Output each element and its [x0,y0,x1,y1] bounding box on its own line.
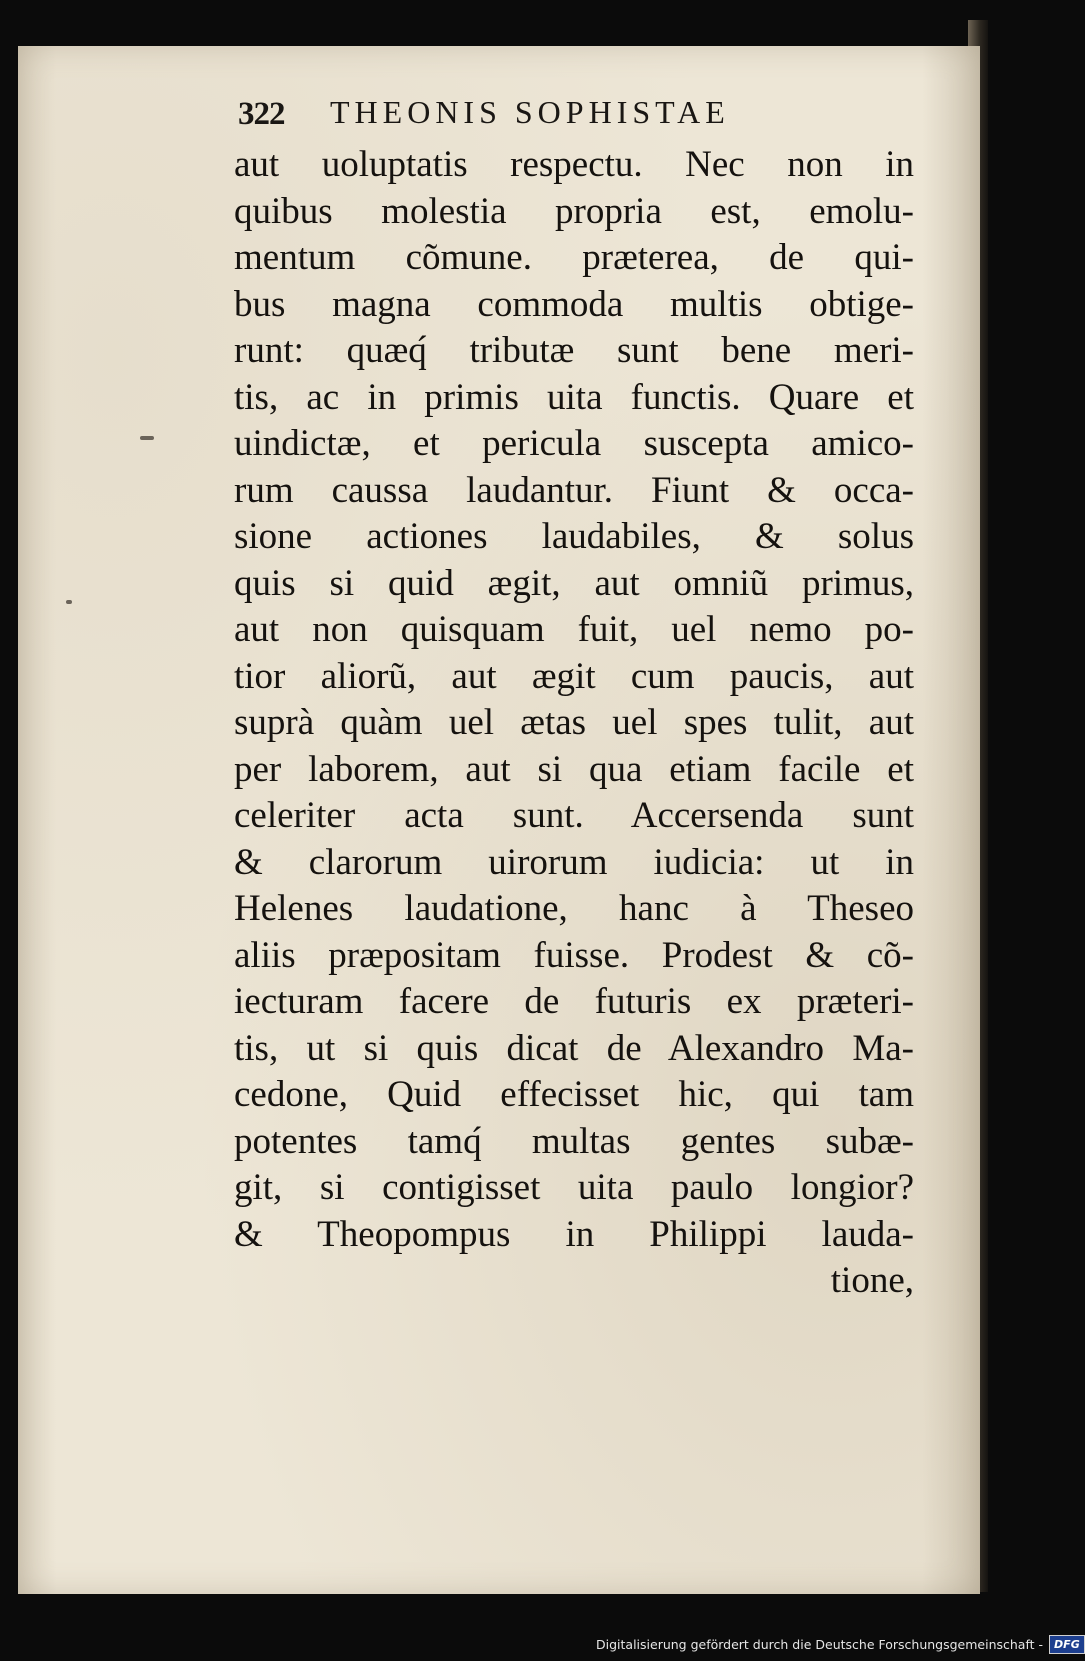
ink-speck [140,436,154,440]
text-line: uindictæ, et pericula suscepta amico- [234,423,914,464]
text-line: iecturam facere de futuris ex præteri- [234,981,914,1022]
ink-speck [66,600,72,604]
catchword-line: tione, [830,1260,914,1301]
text-line: per laborem, aut si qua etiam facile et [234,748,914,790]
text-line: aut uoluptatis respectu. Nec non in [234,144,914,185]
text-line: quibus molestia propria est, emolu- [234,190,914,232]
text-line: rum caussa laudantur. Fiunt & occa- [234,469,914,511]
digitization-footer [596,1632,1085,1656]
page-header [238,94,938,140]
text-line: quis si quid ægit, aut omniũ primus, [234,562,914,604]
text-line: & Theopompus in Philippi lauda- [234,1213,914,1255]
text-line: potentes tamq́ multas gentes subæ- [234,1120,914,1162]
text-line: sione actiones laudabiles, & solus [234,516,914,557]
text-line: aliis præpositam fuisse. Prodest & cõ- [234,934,914,976]
text-line: Helenes laudatione, hanc à Theseo [234,888,914,929]
text-line: git, si contigisset uita paulo longior? [234,1167,914,1208]
text-line: aut non quisquam fuit, uel nemo po- [234,609,914,650]
text-line: & clarorum uirorum iudicia: ut in [234,841,914,883]
text-line: tis, ut si quis dicat de Alexandro Ma- [234,1027,914,1069]
page-number: 322 [238,96,285,132]
dfg-logo: DFG [1049,1635,1085,1654]
footer-credit: Digitalisierung gefördert durch die Deutsche Forschungsgemeinschaft - [596,1636,1044,1652]
text-line: celeriter acta sunt. Accersenda sunt [234,795,914,836]
text-line: tior aliorũ, aut ægit cum paucis, aut [234,655,914,697]
running-title: THEONIS SOPHISTAE [330,94,730,130]
text-line: suprà quàm uel ætas uel spes tulit, aut [234,702,914,743]
text-line: runt: quæq́ tributæ sunt bene meri- [234,330,914,371]
text-line: mentum cõmune. præterea, de qui- [234,237,914,278]
body-text [234,142,914,1305]
text-line: tis, ac in primis uita functis. Quare et [234,376,914,418]
text-line: bus magna commoda multis obtige- [234,283,914,325]
text-line: cedone, Quid effecisset hic, qui tam [234,1074,914,1115]
